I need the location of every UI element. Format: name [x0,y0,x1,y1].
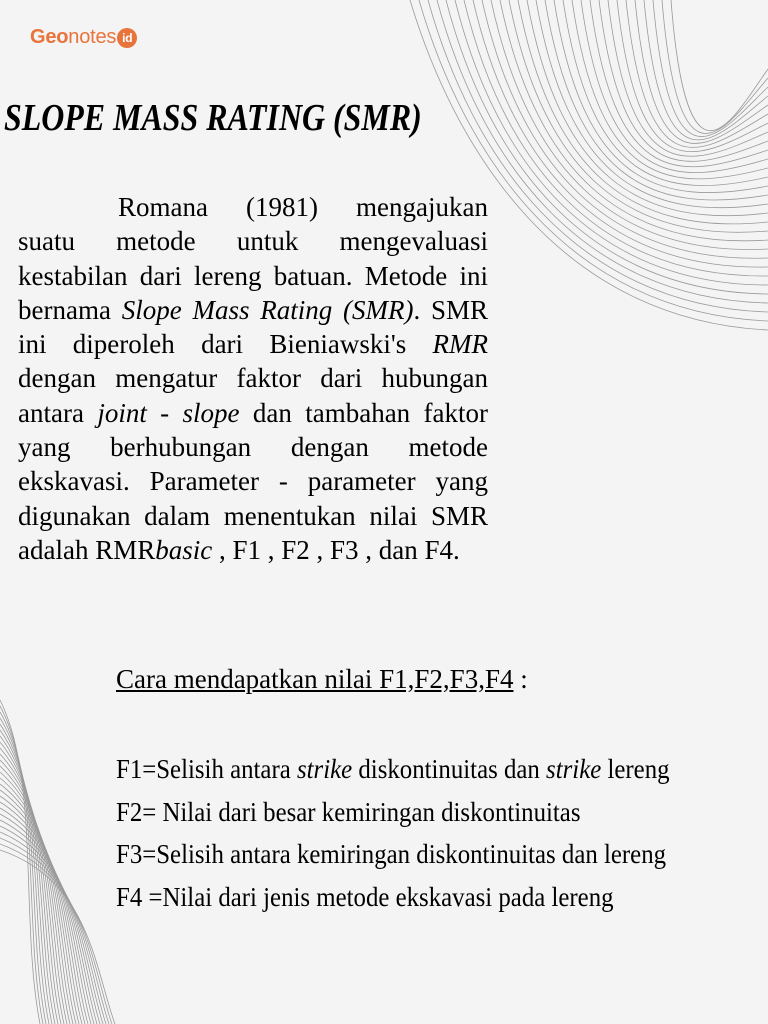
background-curve [671,0,768,131]
logo-badge-id: id [117,28,137,48]
factor-f1 [116,748,670,791]
para-term-slope: slope [182,397,240,428]
background-curve [500,0,768,241]
factors-subheading [116,662,528,696]
factor-f1-text: diskontinuitas dan [352,754,547,784]
page-title: SLOPE MASS RATING (SMR) [4,97,422,139]
background-curve [662,0,768,134]
background-curve [0,712,46,1024]
background-curve [626,0,768,147]
subheading-text: Cara mendapatkan nilai F1,F2,F3,F4 [116,664,514,694]
factor-f1-text: F1=Selisih antara [116,754,297,784]
factor-f1-text: lereng [601,754,670,784]
geonotes-logo [30,26,137,49]
factor-f1-strike: strike [546,754,602,784]
para-term-joint: joint [97,397,147,428]
background-curve [0,802,91,1024]
background-curve [590,0,768,167]
para-term-basic: basic [155,534,213,565]
para-text: Romana (1981) mengajukan suatu metode untuk mengevaluasi kestabilan dari lereng batuan. Metode ini bernama [18,192,488,325]
background-curve [536,0,768,208]
para-term-smr: Slope Mass Rating (SMR) [121,294,414,325]
para-term-rmr: RMR [432,329,488,360]
background-curve [617,0,768,152]
background-curve [491,0,768,249]
logo-text-notes: notes [68,26,117,48]
subheading-colon: : [513,664,528,694]
para-text: - [146,397,183,428]
para-text: dengan mengatur faktor dari hubungan antara [18,363,488,428]
factor-f2: F2= Nilai dari besar kemiringan diskontinuitas [116,796,581,827]
logo-text-geo: Geo [30,26,69,48]
bottom-left-curves [0,700,115,1024]
background-curve [518,0,768,224]
factor-f4: F4 =Nilai dari jenis metode ekskavasi pada lereng [116,881,614,912]
para-text: dan tambahan faktor yang berhubungan dengan metode ekskavasi. Parameter - parameter yang digunakan dalam menentukan nilai SMR adalah RMR [18,397,489,565]
factors-list [116,748,718,918]
para-text: , F1 , F2 , F3 , dan F4. [212,534,460,565]
background-curve [509,0,768,232]
factor-f3: F3=Selisih antara kemiringan diskontinuitas dan lereng [116,839,667,869]
factor-f1-strike: strike [296,754,353,784]
para-text: . SMR ini diperoleh dari Bieniawski's [18,294,488,360]
background-curve [473,0,768,267]
background-curve [0,718,49,1024]
background-curve [0,814,97,1024]
intro-paragraph [18,190,488,567]
background-curve [608,0,768,156]
